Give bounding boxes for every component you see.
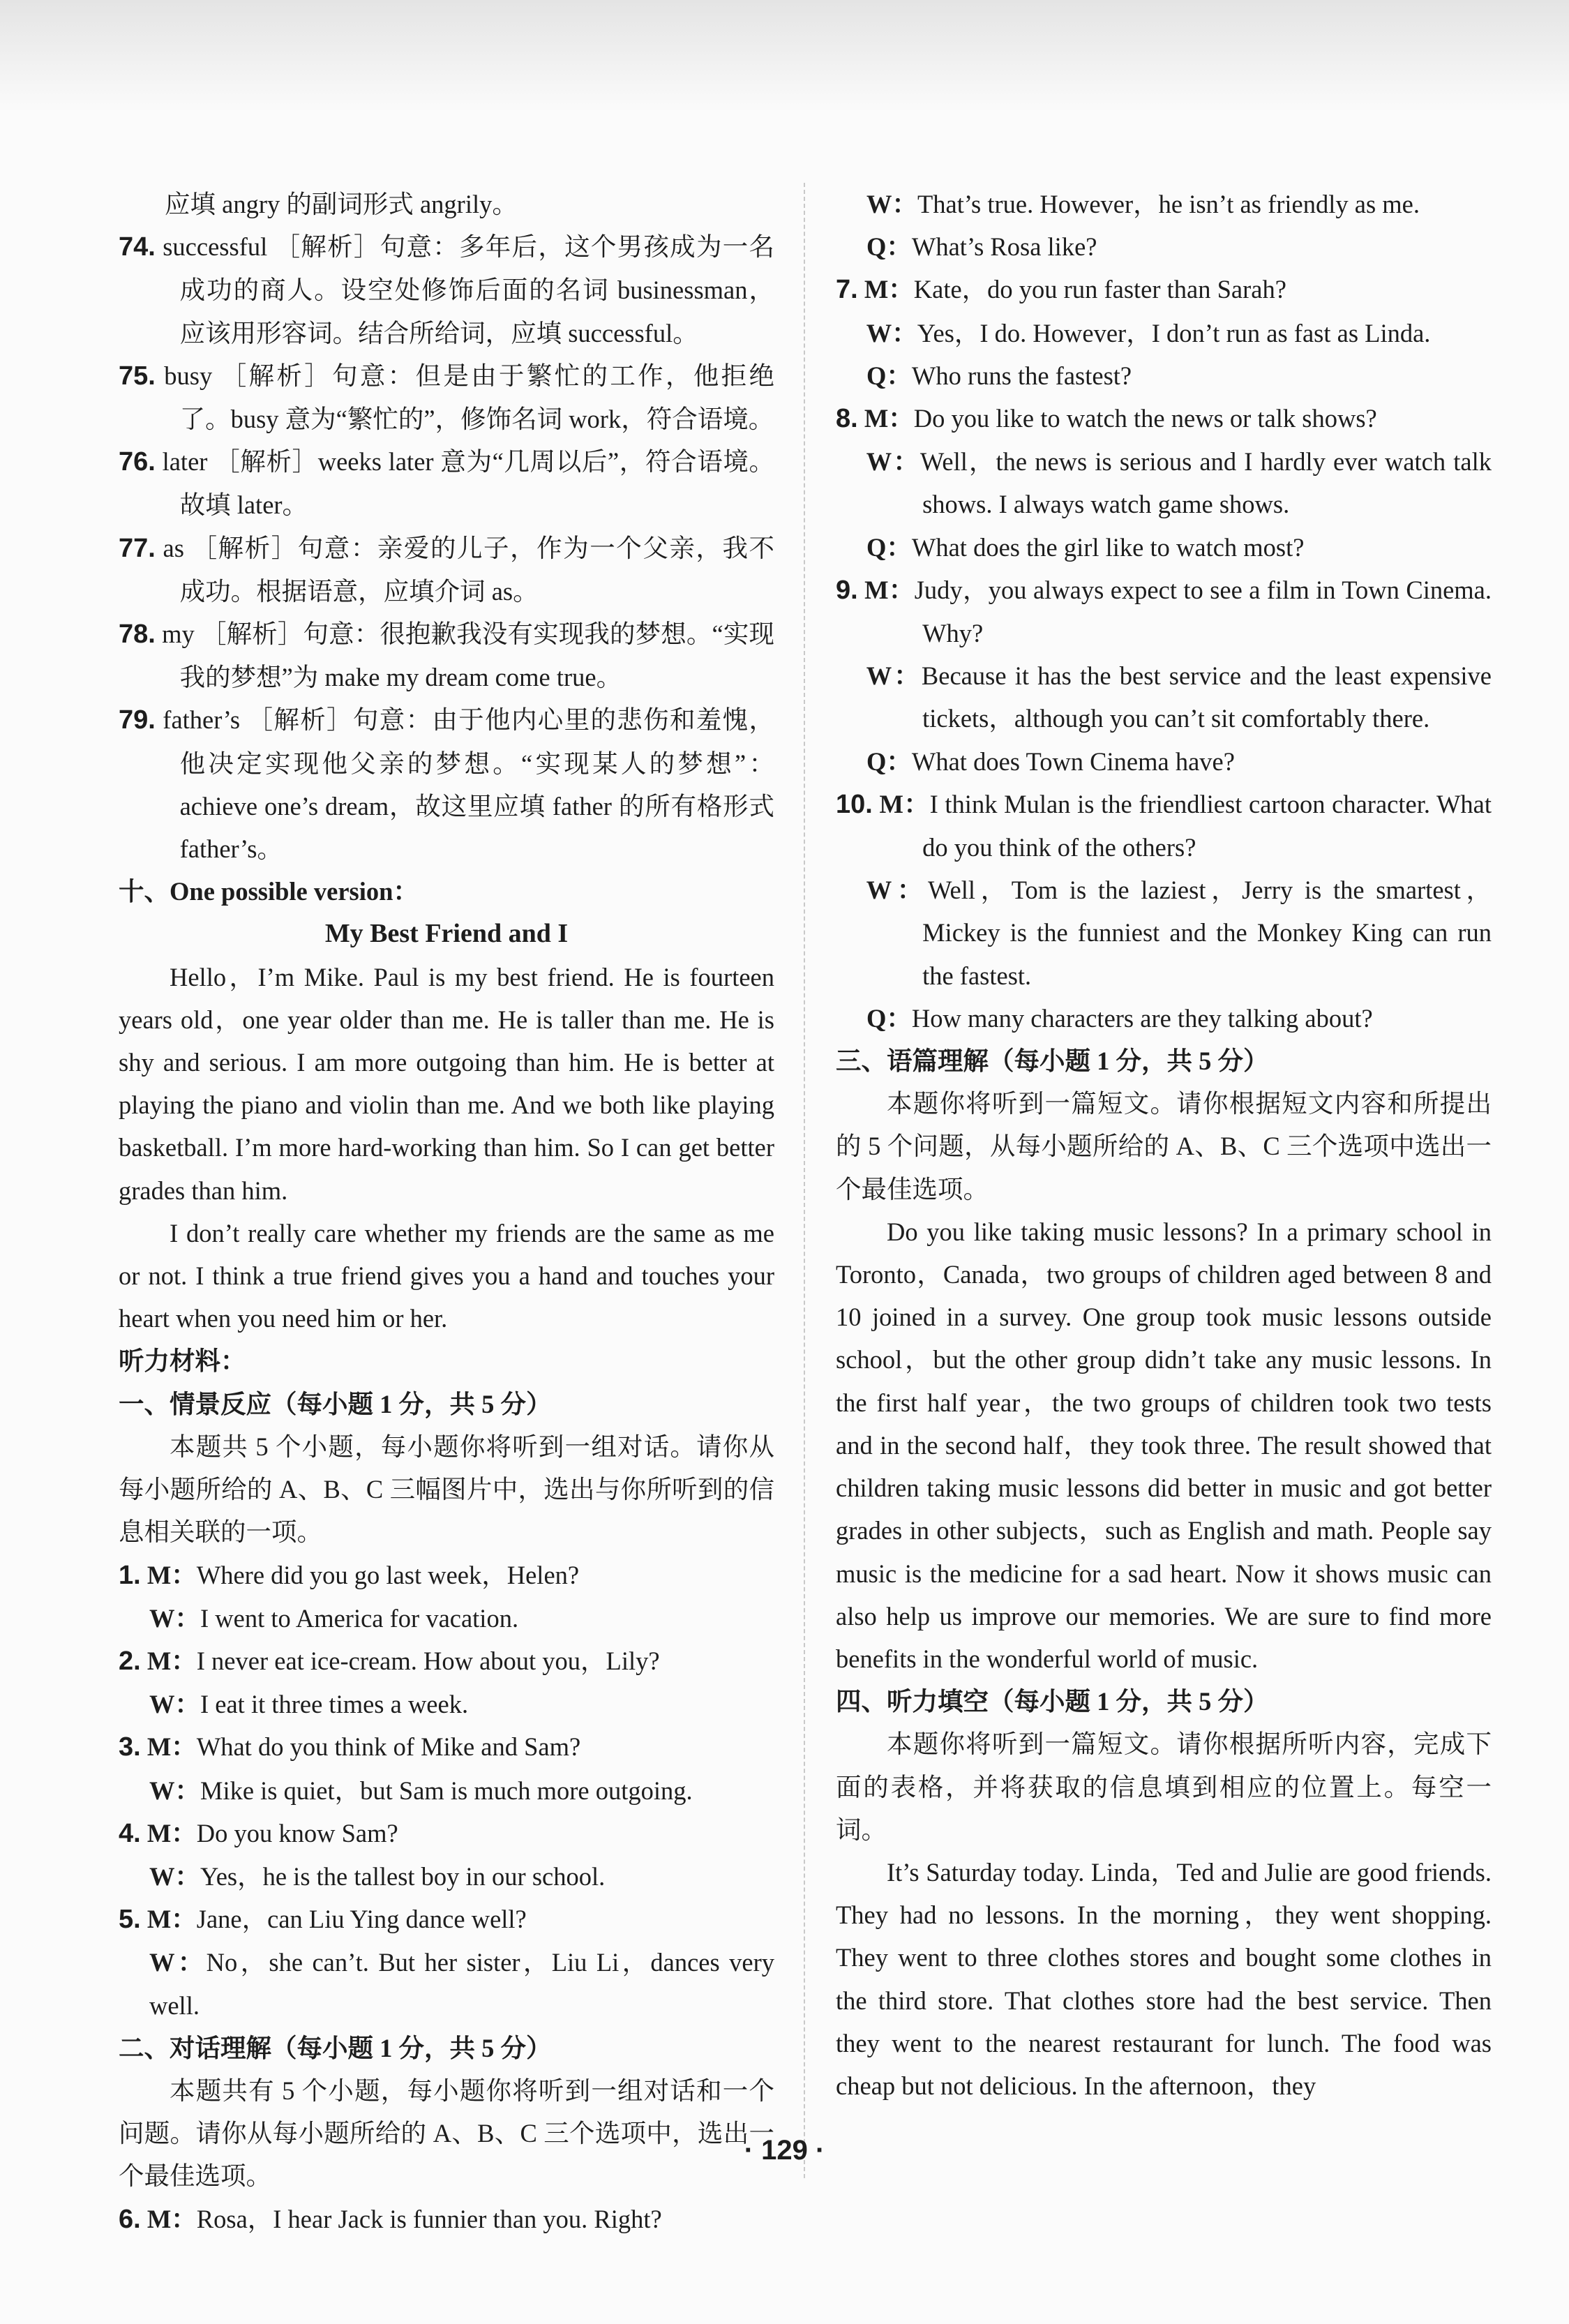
speaker-q: Q： — [866, 532, 912, 562]
answer-73-tail: 应填 angry 的副词形式 angrily。 — [165, 190, 518, 218]
essay-title: My Best Friend and I — [324, 919, 569, 949]
part-3-intro: 本题你将听到一篇短文。请你根据短文内容和所提出的 5 个问题，从每小题所给的 A、B、C 三个选项中选出一个最佳选项。 — [836, 1089, 1492, 1204]
part-1-intro: 本题共 5 个小题，每小题你将听到一组对话。请你从每小题所给的 A、B、C 三幅图片中，选出与你所听到的信息相关联的一项。 — [119, 1432, 774, 1547]
answer-number: 78. — [119, 620, 156, 650]
part-4-heading: 四、听力填空（每小题 1 分，共 5 分） — [836, 1687, 1269, 1716]
part-4-text: It’s Saturday today. Linda，Ted and Julie are good friends. They had no lessons. In the morning，they went shopping. They went to three clothes stores and bought some clothes in the third store. That clothes store had the best service. Then they went to the nearest restaurant for lunch. The food was cheap but not delicious. In the afternoon，they — [836, 1857, 1492, 2100]
dialog-line: I never eat ice-cream. How about you，Lily? — [196, 1646, 660, 1675]
speaker-m: M： — [147, 2204, 197, 2233]
dialog-line: What does Town Cinema have? — [911, 747, 1235, 776]
dialog-6-q — [836, 225, 1492, 268]
speaker-q: Q： — [866, 361, 912, 390]
speaker-w: W： — [149, 1603, 200, 1633]
answer-item — [119, 225, 774, 354]
dialog-w-line — [836, 869, 1492, 997]
answer-item — [119, 440, 774, 526]
dialog-m-line — [119, 1812, 774, 1855]
dialog-line: What’s Rosa like? — [911, 232, 1097, 262]
dialog-m-line — [836, 783, 1492, 869]
dialog-w-line — [119, 1769, 774, 1812]
dialog-number: 4. — [119, 1818, 141, 1848]
answer-text: successful ［解析］句意：多年后，这个男孩成为一名成功的商人。设空处修饰后面的名词 businessman，应该用形容词。结合所给词，应填 successful。 — [155, 232, 774, 347]
answer-item — [119, 354, 774, 440]
speaker-m: M： — [147, 1560, 197, 1589]
dialog-m-line — [119, 1554, 774, 1597]
dialog-q-line — [836, 740, 1492, 783]
dialog-number: 5. — [119, 1905, 141, 1935]
dialog-number: 10. — [836, 789, 873, 819]
speaker-m: M： — [864, 575, 915, 604]
dialog-number: 7. — [836, 275, 858, 305]
dialog-w-line — [119, 1941, 774, 2026]
dialog-number: 8. — [836, 404, 858, 434]
dialog-line: What do you think of Mike and Sam? — [196, 1732, 581, 1762]
answer-text: as ［解析］句意：亲爱的儿子，作为一个父亲，我不成功。根据语意，应填介词 as。 — [155, 533, 774, 606]
dialog-w-line — [836, 312, 1492, 354]
dialog-line: How many characters are they talking about? — [911, 1003, 1373, 1033]
page-top-shade — [0, 0, 1569, 112]
speaker-m: M： — [879, 789, 930, 818]
dialog-q-line — [836, 354, 1492, 397]
dialog-number: 2. — [119, 1646, 141, 1676]
speaker-w: W： — [149, 1948, 207, 1977]
part-1-dialogs — [119, 1554, 774, 2027]
part-1-heading: 一、情景反应（每小题 1 分，共 5 分） — [119, 1389, 552, 1418]
speaker-q: Q： — [866, 232, 912, 262]
dialog-line: That’s true. However，he isn’t as friendly as me. — [917, 190, 1420, 218]
dialog-6-m — [119, 2198, 774, 2241]
answer-number: 76. — [119, 447, 156, 477]
dialog-m-line — [836, 268, 1492, 311]
answer-item — [119, 698, 774, 870]
answer-item — [119, 613, 774, 698]
dialog-line: Kate，do you run faster than Sarah? — [913, 275, 1286, 304]
answer-number: 79. — [119, 705, 156, 735]
dialog-number: 3. — [119, 1732, 141, 1762]
part-3-text: Do you like taking music lessons? In a primary school in Toronto，Canada，two groups of children aged between 8 and 10 joined in a survey. One group took music lessons outside school，but the other group didn’t take any music lessons. In the first half year，the two groups of children took two tests and in the second half，they took three. The result showed that children taking music lessons did better in music and got better grades in other subjects，such as English and math. People say music is the medicine for a sad heart. Now it shows music can also help us improve our memories. We are sure to find more benefits in the wonderful world of music. — [836, 1217, 1492, 1673]
part-2-dialogs — [836, 268, 1492, 1040]
dialog-line: Mike is quiet，but Sam is much more outgoing. — [200, 1776, 693, 1805]
dialog-w-line — [836, 654, 1492, 740]
answer-number: 74. — [119, 232, 156, 262]
speaker-m: M： — [147, 1732, 197, 1762]
dialog-line: What does the girl like to watch most? — [911, 532, 1305, 562]
dialog-q-line — [836, 997, 1492, 1040]
dialog-line: I think Mulan is the friendliest cartoon character. What do you think of the others? — [922, 789, 1492, 862]
dialog-number: 6. — [119, 2204, 141, 2234]
dialog-line: Do you know Sam? — [196, 1818, 398, 1847]
dialog-m-line — [836, 397, 1492, 440]
dialog-q-line — [836, 526, 1492, 569]
dialog-line: Because it has the best service and the least expensive tickets，although you can’t sit comfortably there. — [921, 661, 1492, 733]
part-4-intro: 本题你将听到一篇短文。请你根据所听内容，完成下面的表格，并将获取的信息填到相应的位置上。每空一词。 — [836, 1730, 1492, 1844]
answer-item — [119, 527, 774, 613]
dialog-line: Well，the news is serious and I hardly ever watch talk shows. I always watch game shows. — [919, 447, 1492, 519]
dialog-w-line — [836, 440, 1492, 525]
dialog-m-line — [836, 569, 1492, 654]
speaker-w: W： — [866, 318, 917, 347]
dialog-w-line — [119, 1855, 774, 1898]
dialog-line: Yes，I do. However，I don’t run as fast as Linda. — [917, 318, 1431, 347]
speaker-q: Q： — [866, 747, 912, 776]
answer-number: 75. — [119, 361, 156, 391]
speaker-w: W： — [149, 1776, 200, 1805]
answer-list — [119, 225, 774, 870]
speaker-w: W： — [149, 1690, 200, 1719]
speaker-w: W： — [866, 190, 917, 218]
dialog-line: Where did you go last week，Helen? — [196, 1560, 580, 1589]
speaker-w: W： — [149, 1861, 200, 1891]
dialog-number: 1. — [119, 1560, 141, 1590]
part-2-heading: 二、对话理解（每小题 1 分，共 5 分） — [119, 2033, 552, 2062]
part-2-intro: 本题共有 5 个小题，每小题你将听到一组对话和一个问题。请你从每小题所给的 A、B、C 三个选项中，选出一个最佳选项。 — [119, 2076, 774, 2191]
dialog-line: No，she can’t. But her sister，Liu Li，dances very well. — [149, 1948, 775, 2020]
dialog-m-line — [119, 1640, 774, 1683]
dialog-m-line — [119, 1898, 774, 1941]
dialog-line: I went to America for vacation. — [200, 1603, 519, 1633]
dialog-w-line — [119, 1683, 774, 1725]
dialog-line: Well，Tom is the laziest，Jerry is the smartest，Mickey is the funniest and the Monkey King can run the fastest. — [922, 876, 1492, 990]
dialog-line: Who runs the fastest? — [911, 361, 1132, 390]
essay-paragraph-2: I don’t really care whether my friends are the same as me or not. I think a true friend gives you a hand and touches your heart when you need him or her. — [119, 1218, 774, 1333]
essay-paragraph-1: Hello，I’m Mike. Paul is my best friend. He is fourteen years old，one year older than me. He is taller than me. He is shy and serious. I am more outgoing than him. He is better at playing the piano and violin than me. And we both like playing basketball. I’m more hard-working than him. So I can get better grades than him. — [119, 962, 774, 1205]
speaker-w: W： — [866, 447, 920, 477]
dialog-6-w — [836, 183, 1492, 225]
dialog-w-line — [119, 1597, 774, 1640]
speaker-m: M： — [147, 1905, 197, 1934]
dialog-line: Yes，he is the tallest boy in our school. — [200, 1861, 606, 1891]
dialog-m-line — [119, 1725, 774, 1769]
page-number: · 129 · — [744, 2135, 825, 2166]
answer-text: later ［解析］weeks later 意为“几周以后”，符合语境。故填 later。 — [155, 447, 774, 520]
left-column — [119, 183, 774, 2241]
dialog-number: 9. — [836, 575, 858, 605]
answer-text: father’s ［解析］句意：由于他内心里的悲伤和羞愧，他决定实现他父亲的梦想。“实现某人的梦想”：achieve one’s dream，故这里应填 father 的所有格形式 father’s。 — [155, 705, 774, 864]
speaker-w: W： — [866, 661, 922, 691]
dialog-line: Judy，you always expect to see a film in Town Cinema. Why? — [914, 575, 1492, 648]
dialog-line: I eat it three times a week. — [200, 1690, 469, 1719]
speaker-q: Q： — [866, 1003, 912, 1033]
answer-text: busy ［解析］句意：但是由于繁忙的工作，他拒绝了。busy 意为“繁忙的”，修饰名词 work，符合语境。 — [155, 361, 774, 434]
speaker-m: M： — [147, 1818, 197, 1847]
speaker-w: W： — [866, 876, 929, 905]
listening-heading: 听力材料： — [119, 1347, 246, 1376]
speaker-m: M： — [864, 404, 914, 433]
right-column — [836, 183, 1492, 2107]
column-divider — [804, 183, 805, 2178]
part-3-heading: 三、语篇理解（每小题 1 分，共 5 分） — [836, 1047, 1269, 1076]
speaker-m: M： — [147, 1646, 197, 1675]
dialog-line: Rosa，I hear Jack is funnier than you. Right? — [196, 2204, 662, 2233]
speaker-m: M： — [864, 275, 914, 304]
dialog-line: Jane，can Liu Ying dance well? — [196, 1905, 527, 1934]
dialog-line: Do you like to watch the news or talk shows? — [913, 404, 1377, 433]
section-10-heading: 十、One possible version： — [119, 877, 419, 906]
answer-text: my ［解析］句意：很抱歉我没有实现我的梦想。“实现我的梦想”为 make my dream come true。 — [155, 620, 774, 692]
answer-number: 77. — [119, 533, 156, 563]
